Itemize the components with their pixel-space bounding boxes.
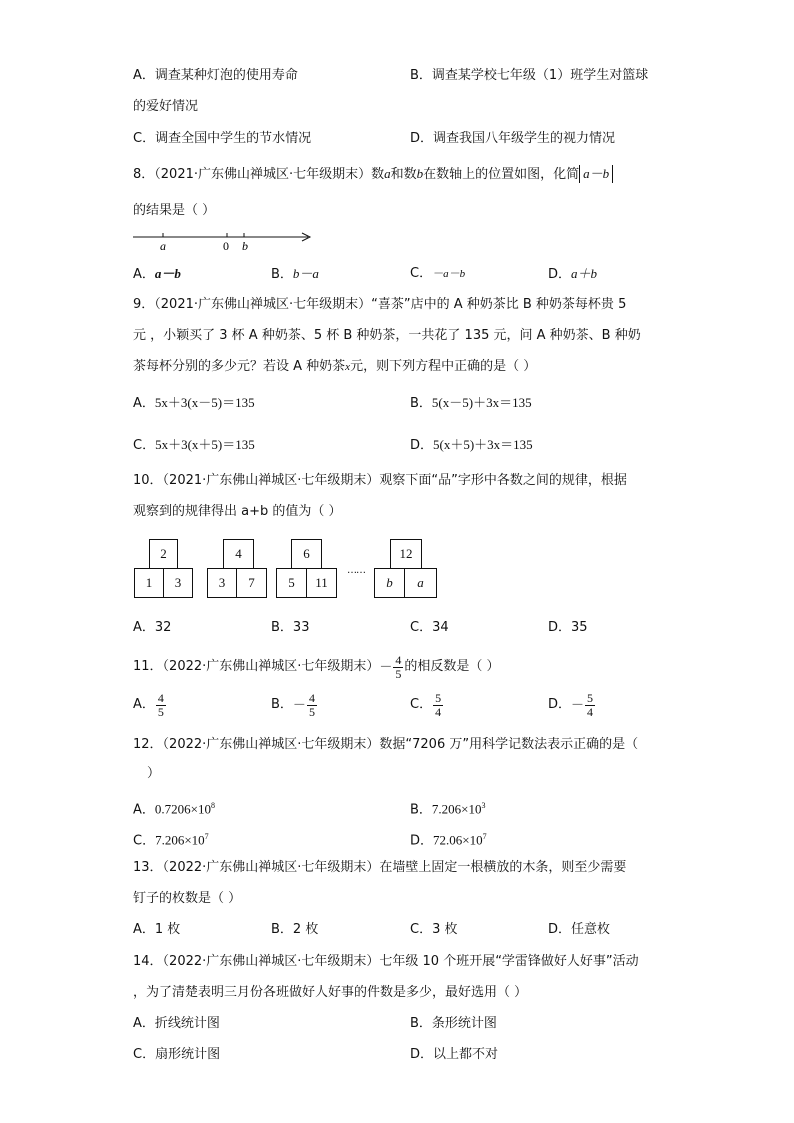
- fraction-numerator: 4: [308, 690, 315, 705]
- fig2-top: 4: [223, 539, 254, 569]
- option-fraction: [433, 692, 443, 719]
- option-expr: 5x＋3(x－5)＝135: [154, 395, 255, 410]
- q11-option-a: [133, 690, 167, 720]
- option-fraction: [156, 692, 166, 719]
- q11-fraction: [393, 654, 403, 681]
- q12-option-c: [133, 828, 209, 850]
- option-sign: －: [292, 697, 306, 712]
- q13-line-2: 钉子的枚数是（ ）: [133, 891, 242, 906]
- q8-stem-continued: 的结果是（ ）: [133, 203, 216, 218]
- q11-option-b: [271, 690, 318, 720]
- q10-option-c: C．34: [410, 620, 449, 635]
- fraction-numerator: 4: [395, 652, 402, 667]
- fig3-left: 5: [276, 568, 307, 598]
- q8-stem-pre: 8．（2021·广东佛山禅城区·七年级期末）数: [133, 167, 385, 182]
- option-label: B．: [271, 697, 293, 712]
- option-base: 72.06×10: [433, 832, 483, 848]
- option-label: C．: [133, 833, 156, 849]
- fraction-denominator: 5: [395, 666, 402, 681]
- option-sign: －: [571, 697, 585, 712]
- fraction-numerator: 5: [587, 690, 594, 705]
- q11-stem-post: 的相反数是（ ）: [404, 659, 500, 674]
- q8-abs-expression: a－b: [579, 165, 613, 183]
- q11-stem-pre: 11．（2022·广东佛山禅城区·七年级期末）: [133, 659, 380, 674]
- option-expr: －a－b: [432, 268, 466, 280]
- option-label: D．: [410, 438, 434, 453]
- q8-option-a: [133, 265, 181, 284]
- q14-option-c: C．扇形统计图: [133, 1047, 221, 1062]
- q14-option-d: D．以上都不对: [410, 1047, 499, 1062]
- fraction-denominator: 4: [587, 704, 594, 719]
- option-label: A．: [133, 697, 155, 712]
- q8-stem: [133, 165, 613, 184]
- option-label: C．: [410, 697, 433, 712]
- q8-stem-and: 和数: [390, 167, 417, 182]
- option-expr: 5(x－5)＋3x＝135: [431, 395, 532, 410]
- q11-stem: [133, 653, 500, 681]
- q9-option-c: [133, 436, 255, 455]
- q13-option-d: D．任意枚: [548, 922, 611, 937]
- option-label: B．: [410, 802, 432, 818]
- option-label: D．: [548, 267, 572, 282]
- fig-ellipsis: ……: [347, 565, 365, 576]
- q14-option-b: B．条形统计图: [410, 1016, 497, 1031]
- q9-line-2: 元 ，小颖买了 3 杯 A 种奶茶、5 杯 B 种奶茶，一共花了 135 元，问 A 种奶茶、B 种奶: [133, 328, 641, 343]
- option-fraction: [585, 692, 595, 719]
- fraction-denominator: 4: [435, 704, 442, 719]
- option-exponent: 8: [211, 801, 215, 810]
- option-exponent: 3: [481, 801, 486, 810]
- option-label: C．: [133, 438, 156, 453]
- q7-option-b: B．调查某学校七年级（1）班学生对篮球: [410, 68, 649, 83]
- fig2-right: 7: [236, 568, 267, 598]
- q14-line-2: ，为了清楚表明三月份各班做好人好事的件数是多少，最好选用（ ）: [133, 985, 528, 1000]
- q8-var-b: b: [416, 166, 424, 181]
- q12-option-a: [133, 797, 215, 819]
- option-label: A．: [133, 396, 155, 411]
- q9-option-b: [410, 394, 532, 413]
- option-label: D．: [410, 833, 434, 849]
- label-a: a: [160, 239, 166, 253]
- option-base: 0.7206×10: [154, 801, 211, 817]
- option-expr: a＋b: [571, 266, 598, 281]
- q10-option-b: B．33: [271, 620, 310, 635]
- q9-line-3-pre: 茶每杯分别的多少元？若设 A 种奶茶: [133, 359, 346, 374]
- label-b: b: [242, 239, 248, 253]
- q11-negative-sign: －: [379, 659, 393, 674]
- q10-line-2: 观察到的规律得出 a+b 的值为（ ）: [133, 504, 342, 519]
- q8-number-line: [130, 228, 320, 256]
- q12-option-d: [410, 828, 487, 850]
- q14-option-a: A．折线统计图: [133, 1016, 220, 1031]
- q9-line-1: 9．（2021·广东佛山禅城区·七年级期末）“喜茶”店中的 A 种奶茶比 B 种奶茶每杯贵 5: [133, 297, 627, 312]
- q7-option-d: D．调查我国八年级学生的视力情况: [410, 131, 616, 146]
- q12-option-b: [410, 797, 486, 819]
- q12-line-2: ）: [147, 766, 161, 781]
- fig1-right: 3: [163, 568, 193, 598]
- q14-line-1: 14．（2022·广东佛山禅城区·七年级期末）七年级 10 个班开展“学雷锋做好人好事”活动: [133, 954, 639, 969]
- q9-line-3: [133, 358, 536, 376]
- q8-var-a: a: [384, 166, 391, 181]
- q9-line-3-post: 元，则下列方程中正确的是（ ）: [350, 359, 537, 374]
- q11-option-d: [548, 690, 596, 720]
- fig4-left: b: [374, 568, 405, 598]
- fig2-left: 3: [207, 568, 237, 598]
- option-base: 7.206×10: [431, 801, 482, 817]
- q8-option-d: [548, 265, 597, 284]
- q13-line-1: 13．（2022·广东佛山禅城区·七年级期末）在墙壁上固定一根横放的木条，则至少需要: [133, 860, 627, 875]
- option-expr: 5x＋3(x＋5)＝135: [155, 437, 255, 452]
- q7-option-a: A．调查某种灯泡的使用寿命: [133, 68, 298, 83]
- q10-line-1: 10．（2021·广东佛山禅城区·七年级期末）观察下面“品”字形中各数之间的规律，根据: [133, 473, 627, 488]
- option-expr: a－b: [154, 266, 181, 281]
- q8-option-c: [410, 265, 465, 283]
- q7-option-c: C．调查全国中学生的节水情况: [133, 131, 312, 146]
- q13-option-b: B．2 枚: [271, 922, 319, 937]
- option-exponent: 7: [482, 832, 487, 841]
- option-label: A．: [133, 267, 155, 282]
- q9-option-d: [410, 436, 533, 455]
- option-fraction: [307, 692, 317, 719]
- q9-variable: x: [345, 361, 351, 373]
- fig4-top: 12: [390, 539, 422, 569]
- q9-option-a: [133, 394, 255, 413]
- fraction-denominator: 5: [157, 704, 164, 719]
- option-label: B．: [410, 396, 432, 411]
- fraction-denominator: 5: [308, 704, 315, 719]
- fig3-right: 11: [306, 568, 337, 598]
- q8-option-b: [271, 265, 319, 284]
- option-expr: 5(x＋5)＋3x＝135: [433, 437, 533, 452]
- q7-option-b-continued: 的爱好情况: [133, 99, 199, 114]
- fig4-right: a: [404, 568, 437, 598]
- option-exponent: 7: [204, 832, 209, 841]
- fraction-numerator: 4: [157, 690, 164, 705]
- q10-option-d: D．35: [548, 620, 588, 635]
- q11-option-c: [410, 690, 444, 720]
- fig3-top: 6: [291, 539, 322, 569]
- option-base: 7.206×10: [155, 832, 205, 848]
- fig1-left: 1: [134, 568, 164, 598]
- q13-option-c: C．3 枚: [410, 922, 458, 937]
- q10-option-a: A．32: [133, 620, 172, 635]
- fig1-top: 2: [149, 539, 178, 569]
- q13-option-a: A．1 枚: [133, 922, 181, 937]
- option-expr: b－a: [292, 266, 319, 281]
- option-label: A．: [133, 802, 155, 818]
- option-label: B．: [271, 267, 293, 282]
- label-zero: 0: [223, 239, 229, 253]
- option-label: C．: [410, 266, 433, 281]
- fraction-numerator: 5: [435, 690, 442, 705]
- q8-stem-mid: 在数轴上的位置如图，化简: [423, 167, 580, 182]
- option-label: D．: [548, 697, 572, 712]
- q12-line-1: 12．（2022·广东佛山禅城区·七年级期末）数据“7206 万”用科学记数法表示正确的是（: [133, 737, 639, 752]
